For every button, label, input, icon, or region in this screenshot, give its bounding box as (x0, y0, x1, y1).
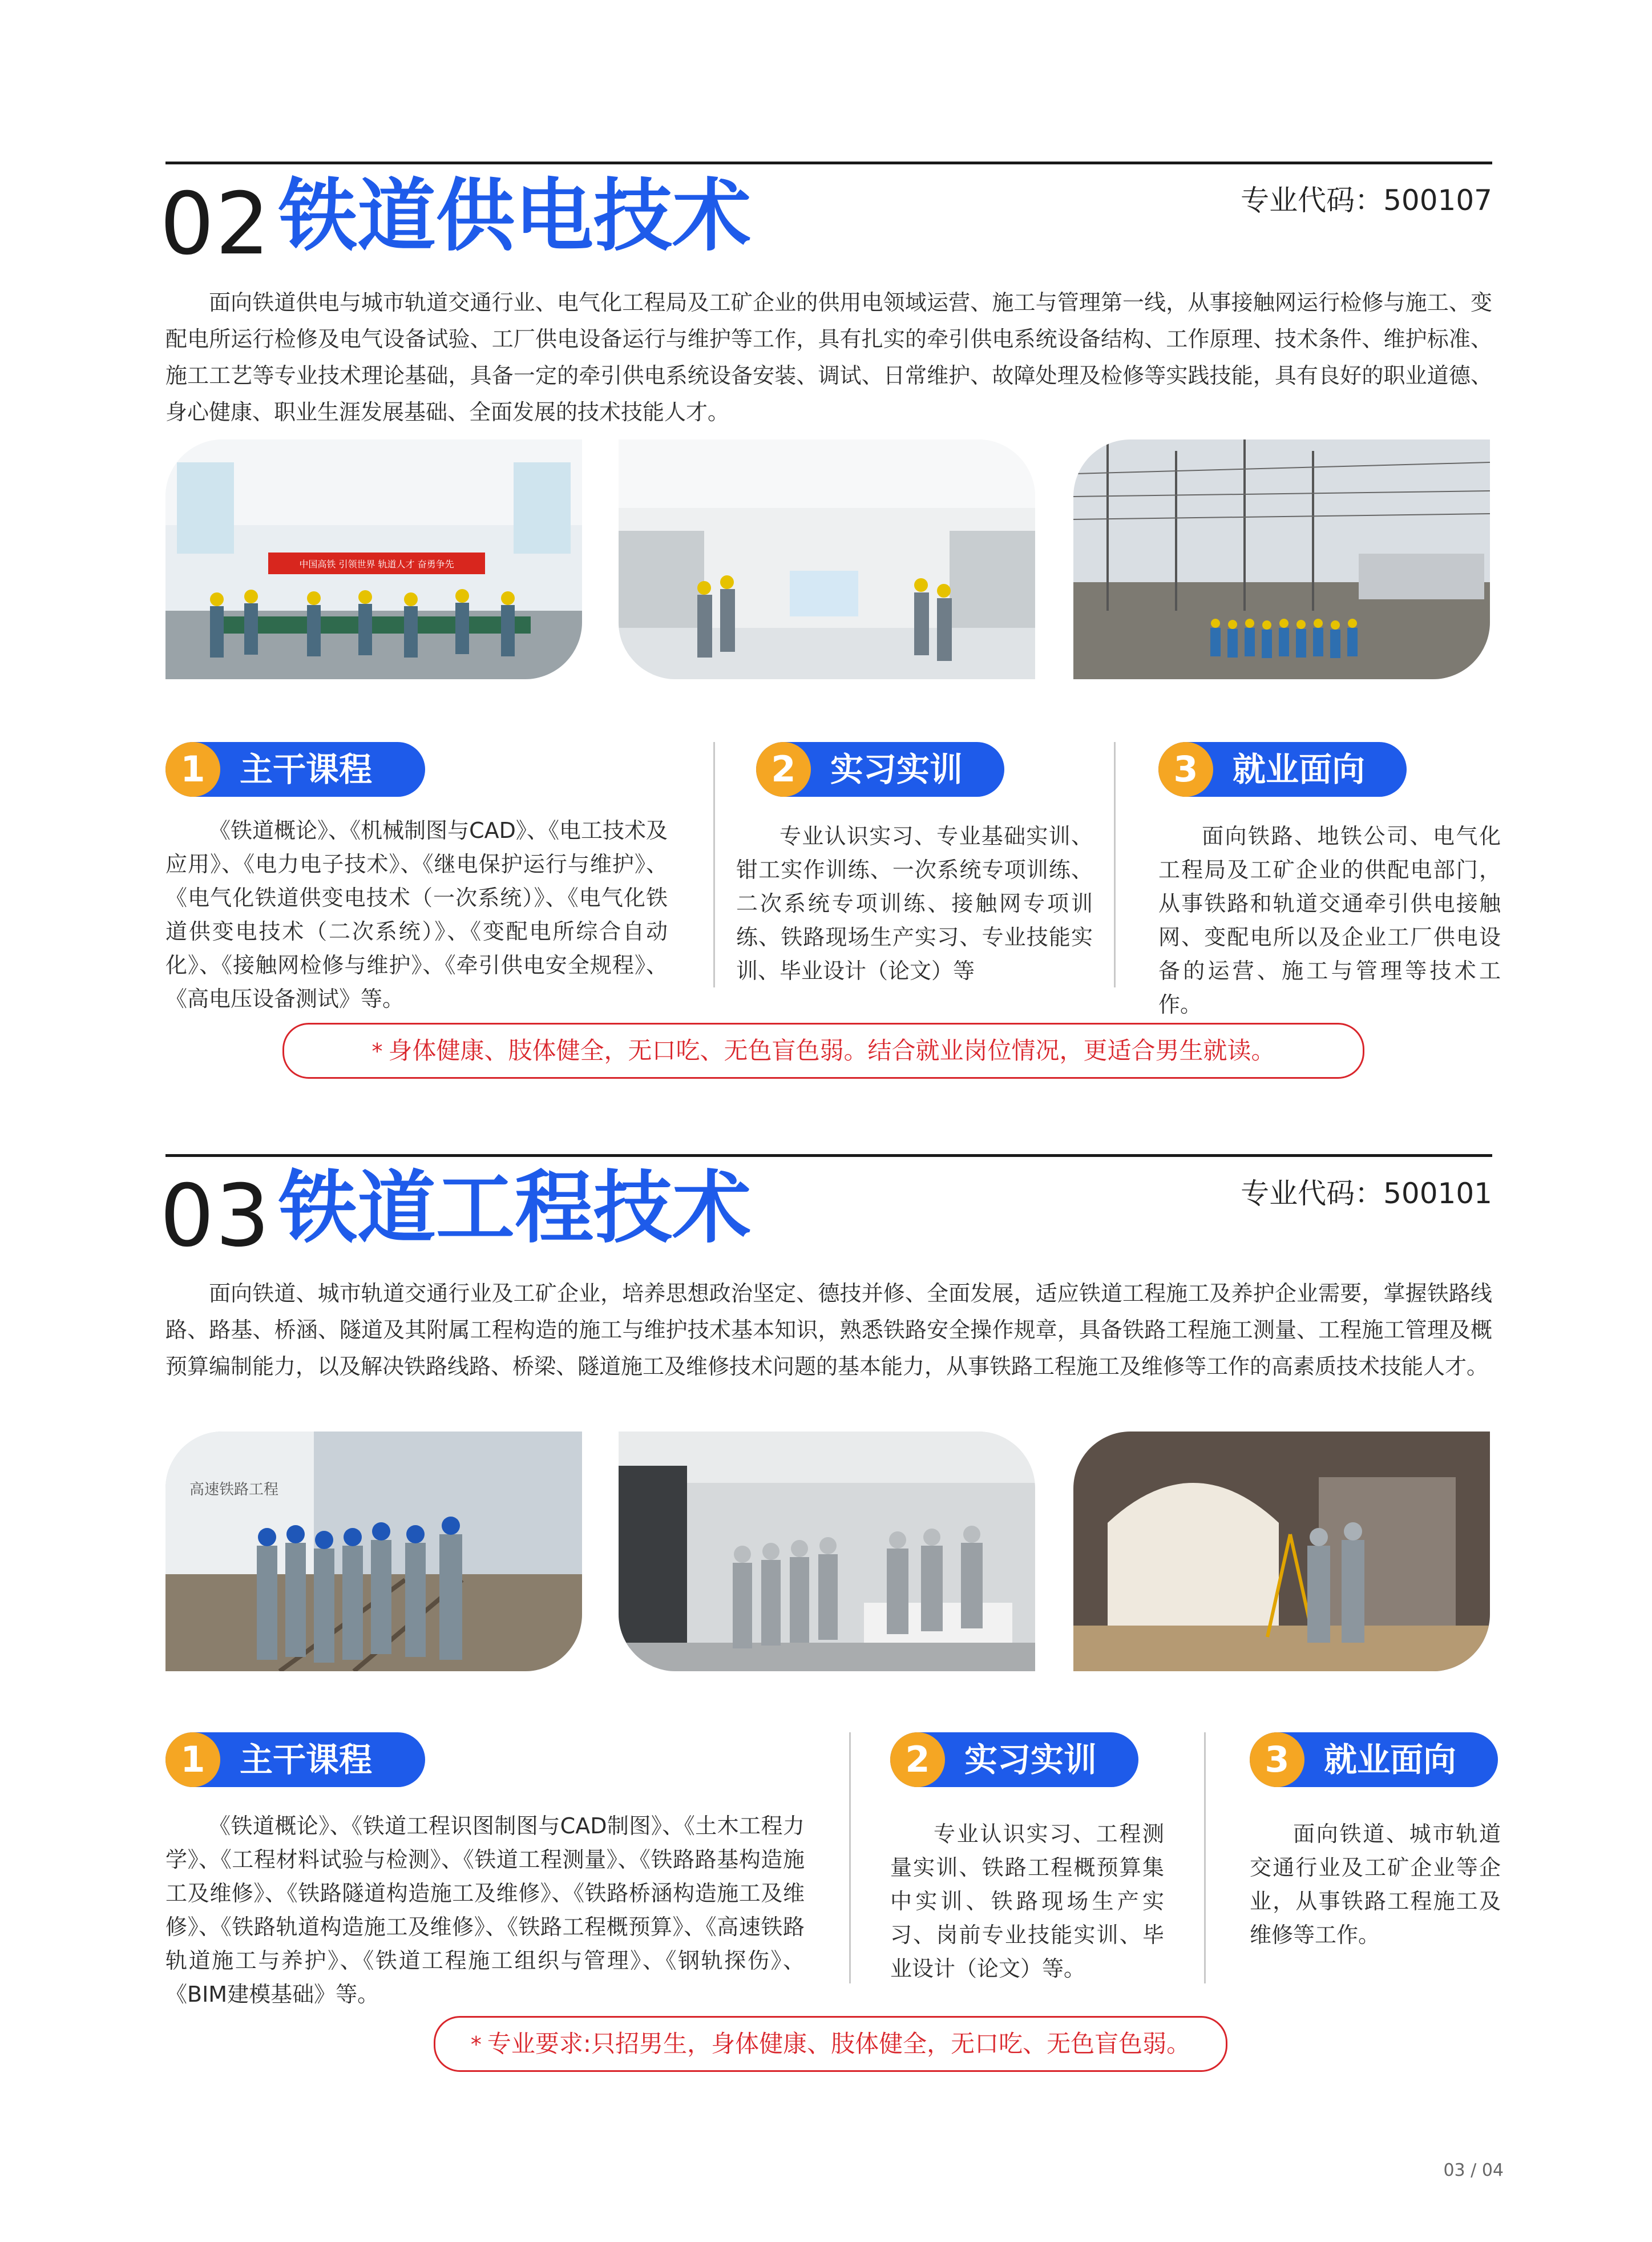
badge-number: 2 (756, 742, 811, 797)
section-02-code: 专业代码：500107 (1241, 184, 1492, 217)
section-03-badge-employment (1250, 1732, 1498, 1787)
page-number: 03 / 04 (1443, 2160, 1504, 2180)
section-02-intro: 面向铁道供电与城市轨道交通行业、电气化工程局及工矿企业的供用电领域运营、施工与管理第一线，从事接触网运行检修与施工、变配电所运行检修及电气设备试验、工厂供电设备运行与维护等工作，具有扎实的牵引供电系统设备结构、工作原理、技术条件、维护标准、施工工艺等专业技术理论基础，具备一定的牵引供电系统设备安装、调试、日常维护、故障处理及检修等实践技能，具有良好的职业道德、身心健康、职业生涯发展基础、全面发展的技术技能人才。 (165, 290, 1492, 425)
column-divider (1204, 1732, 1206, 1983)
badge-number: 1 (165, 742, 220, 797)
column-divider (1114, 742, 1116, 987)
section-03-employment-text: 面向铁道、城市轨道交通行业及工矿企业等企业，从事铁路工程施工及维修等工作。 (1250, 1821, 1501, 1947)
section-02-number: 02 (160, 175, 271, 274)
section-02-title: 铁道供电技术 (278, 170, 752, 262)
section-03-courses-text: 《铁道概论》、《铁道工程识图制图与CAD制图》、《土木工程力学》、《工程材料试验与检测》、《铁道工程测量》、《铁路路基构造施工及维修》、《铁路隧道构造施工及维修》、《铁路桥涵构造施工及维修》、《铁路轨道构造施工及维修》、《铁路工程概预算》、《高速铁路轨道施工与养护》、《铁道工程施工组织与管理》、《钢轨探伤》、《BIM建模基础》等。 (165, 1813, 805, 2007)
asterisk: * (371, 1039, 383, 1064)
badge-label: 实习实训 (830, 750, 963, 789)
section-02-photo-switchgear-room (619, 439, 1035, 679)
section-02-requirement-note (282, 1023, 1364, 1079)
section-02-photo-lab-training (165, 439, 582, 679)
badge-number: 3 (1250, 1732, 1304, 1787)
asterisk: * (470, 2032, 482, 2057)
note-text: 身体健康、肢体健全，无口吃、无色盲色弱。结合就业岗位情况，更适合男生就读。 (388, 1037, 1275, 1064)
badge-label: 实习实训 (964, 1740, 1097, 1779)
note-text: 专业要求:只招男生，身体健康、肢体健全，无口吃、无色盲色弱。 (487, 2030, 1191, 2058)
section-02-courses-text: 《铁道概论》、《机械制图与CAD》、《电工技术及应用》、《电力电子技术》、《继电保护运行与维护》、《电气化铁道供变电技术（一次系统）》、《电气化铁道供变电技术（二次系统）》、《变配电所综合自动化》、《接触网检修与维护》、《牵引供电安全规程》、《高电压设备测试》等。 (165, 818, 668, 1011)
section-02-badge-employment (1158, 742, 1407, 797)
badge-label: 就业面向 (1324, 1740, 1457, 1779)
badge-label: 主干课程 (240, 750, 373, 789)
section-03-top-rule (165, 1154, 1492, 1157)
section-03-code: 专业代码：500101 (1241, 1177, 1492, 1210)
badge-label: 就业面向 (1233, 750, 1366, 789)
section-03-intro: 面向铁道、城市轨道交通行业及工矿企业，培养思想政治坚定、德技并修、全面发展，适应铁道工程施工及养护企业需要，掌握铁路线路、路基、桥涵、隧道及其附属工程构造的施工与维护技术基本知识，熟悉铁路安全操作规章，具备铁路工程施工测量、工程施工管理及概预算编制能力，以及解决铁路线路、桥梁、隧道施工及维修技术问题的基本能力，从事铁路工程施工及维修等工作的高素质技术技能人才。 (165, 1281, 1492, 1379)
section-03-badge-training (890, 1732, 1138, 1787)
section-03-photo-tunnel-survey (1073, 1432, 1490, 1671)
photo-banner-text: 中国高铁 引领世界 轨道人才 奋勇争先 (299, 559, 454, 570)
section-02-top-rule (165, 162, 1492, 164)
column-divider (713, 742, 715, 987)
column-divider (849, 1732, 851, 1983)
badge-number: 1 (165, 1732, 220, 1787)
section-02-badge-courses (165, 742, 425, 797)
section-03-title: 铁道工程技术 (278, 1162, 752, 1254)
badge-number: 2 (890, 1732, 945, 1787)
badge-number: 3 (1158, 742, 1213, 797)
section-02-training-text: 专业认识实习、专业基础实训、钳工实作训练、一次系统专项训练、二次系统专项训练、接触网专项训练、铁路现场生产实习、专业技能实训、毕业设计（论文）等 (736, 824, 1093, 983)
section-02-badge-training (756, 742, 1004, 797)
section-03-number: 03 (160, 1167, 271, 1266)
section-02-employment-text: 面向铁路、地铁公司、电气化工程局及工矿企业的供配电部门，从事铁路和轨道交通牵引供电接触网、变配电所以及企业工厂供电设备的运营、施工与管理等技术工作。 (1158, 824, 1501, 1017)
section-03-photo-materials-lab (619, 1432, 1035, 1671)
photo-sign-text: 高速铁路工程 (189, 1481, 279, 1498)
section-03-photo-track-practice (165, 1432, 582, 1671)
section-02-photo-substation-site (1073, 439, 1490, 679)
section-03-training-text: 专业认识实习、工程测量实训、铁路工程概预算集中实训、铁路现场生产实习、岗前专业技能实训、毕业设计（论文）等。 (890, 1821, 1164, 1981)
section-03-badge-courses (165, 1732, 425, 1787)
badge-label: 主干课程 (240, 1740, 373, 1779)
section-03-requirement-note (434, 2016, 1227, 2072)
